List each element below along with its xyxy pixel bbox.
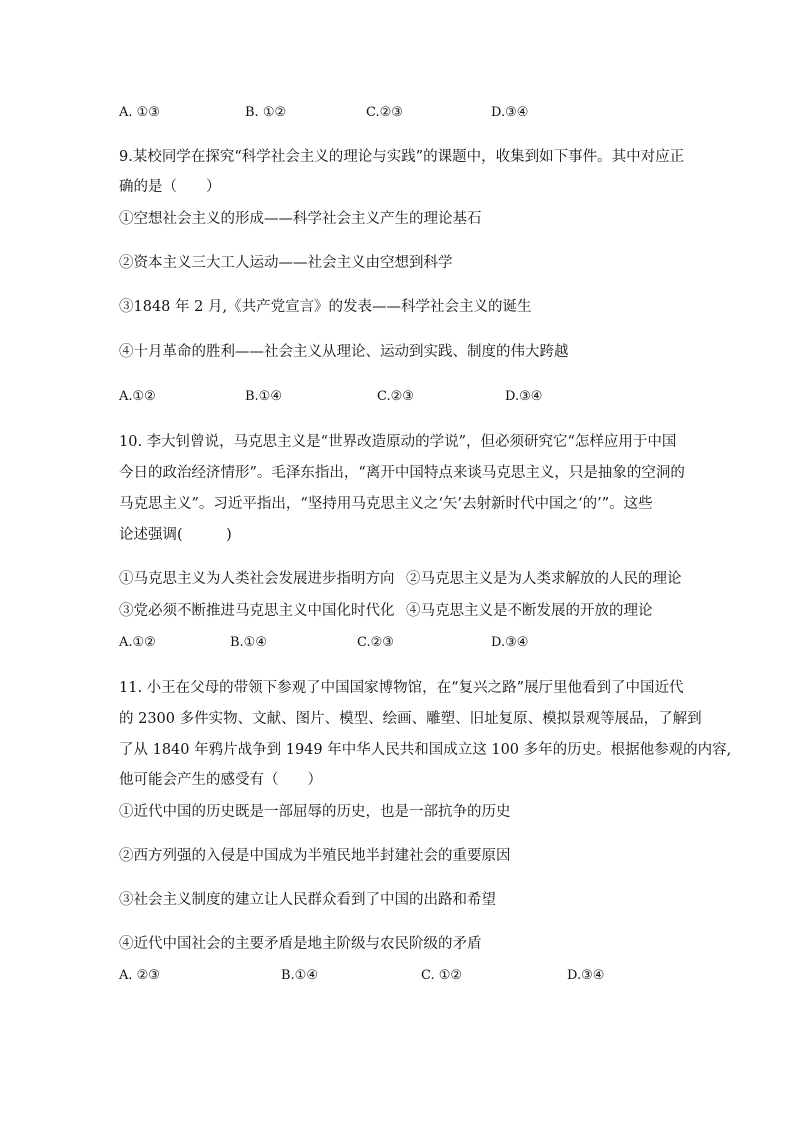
- q8-option-a[interactable]: A. ①③: [119, 105, 160, 120]
- q9-stem-line-1: 9.某校同学在探究“科学社会主义的理论与实践”的课题中，收集到如下事件。其中对应正: [119, 149, 685, 165]
- q10-stem-line-1: 10. 李大钊曾说，马克思主义是“世界改造原动的学说”，但必须研究它“怎样应用于中国: [119, 434, 677, 450]
- q9-stem-line-2: 确的是（ ）: [119, 179, 221, 195]
- q8-option-c[interactable]: C.②③: [366, 105, 403, 120]
- q10-stem-line-2: 今日的政治经济情形”。毛泽东指出，“离开中国特点来谈马克思主义，只是抽象的空洞的: [119, 465, 685, 481]
- q9-option-d[interactable]: D.③④: [505, 389, 543, 404]
- q11-stem-line-3: 了从 1840 年鸦片战争到 1949 年中华人民共和国成立这 100 多年的历史。根据他参观的内容,: [119, 742, 732, 758]
- q9-item-2: ②资本主义三大工人运动——社会主义由空想到科学: [119, 255, 453, 271]
- q8-option-d[interactable]: D.③④: [491, 105, 529, 120]
- q11-item-3: ③社会主义制度的建立让人民群众看到了中国的出路和希望: [119, 892, 496, 908]
- q11-stem-line-1: 11. 小王在父母的带领下参观了中国国家博物馆，在“复兴之路”展厅里他看到了中国近代: [119, 680, 684, 696]
- q11-stem-line-2: 的 2300 多件实物、文献、图片、模型、绘画、雕塑、旧址复原、模拟景观等展品，了解到: [119, 711, 702, 727]
- q9-item-1: ①空想社会主义的形成——科学社会主义产生的理论基石: [119, 211, 482, 227]
- q11-option-c[interactable]: C. ①②: [421, 968, 463, 983]
- q10-option-c[interactable]: C.②③: [357, 635, 394, 650]
- q11-stem-line-4: 他可能会产生的感受有（ ）: [119, 772, 322, 788]
- q9-option-c[interactable]: C.②③: [377, 389, 414, 404]
- q9-option-b[interactable]: B.①④: [245, 389, 282, 404]
- q11-item-2: ②西方列强的入侵是中国成为半殖民地半封建社会的重要原因: [119, 848, 511, 864]
- q10-option-d[interactable]: D.③④: [491, 635, 529, 650]
- q11-option-b[interactable]: B.①④: [281, 968, 318, 983]
- q9-option-a[interactable]: A.①②: [119, 389, 156, 404]
- q11-item-4: ④近代中国社会的主要矛盾是地主阶级与农民阶级的矛盾: [119, 936, 482, 952]
- q10-option-b[interactable]: B.①④: [230, 635, 267, 650]
- q10-item-4: ④马克思主义是不断发展的开放的理论: [406, 603, 653, 619]
- q10-stem-line-4: 论述强调( ): [119, 527, 232, 543]
- q11-option-a[interactable]: A. ②③: [119, 968, 160, 983]
- q9-item-3: ③1848 年 2 月,《共产党宣言》的发表——科学社会主义的诞生: [119, 299, 532, 315]
- q10-item-3: ③党必须不断推进马克思主义中国化时代化: [119, 603, 395, 619]
- q9-item-4: ④十月革命的胜利——社会主义从理论、运动到实践、制度的伟大跨越: [119, 344, 569, 360]
- q10-item-1: ①马克思主义为人类社会发展进步指明方向: [119, 571, 395, 587]
- q10-option-a[interactable]: A.①②: [119, 635, 156, 650]
- q10-stem-line-3: 马克思主义”。习近平指出，“坚持用马克思主义之‘矢’去射新时代中国之‘的’”。这些: [119, 496, 653, 512]
- q11-item-1: ①近代中国的历史既是一部屈辱的历史，也是一部抗争的历史: [119, 804, 511, 820]
- q11-option-d[interactable]: D.③④: [567, 968, 605, 983]
- q10-item-2: ②马克思主义是为人类求解放的人民的理论: [406, 571, 682, 587]
- q8-option-b[interactable]: B. ①②: [245, 105, 287, 120]
